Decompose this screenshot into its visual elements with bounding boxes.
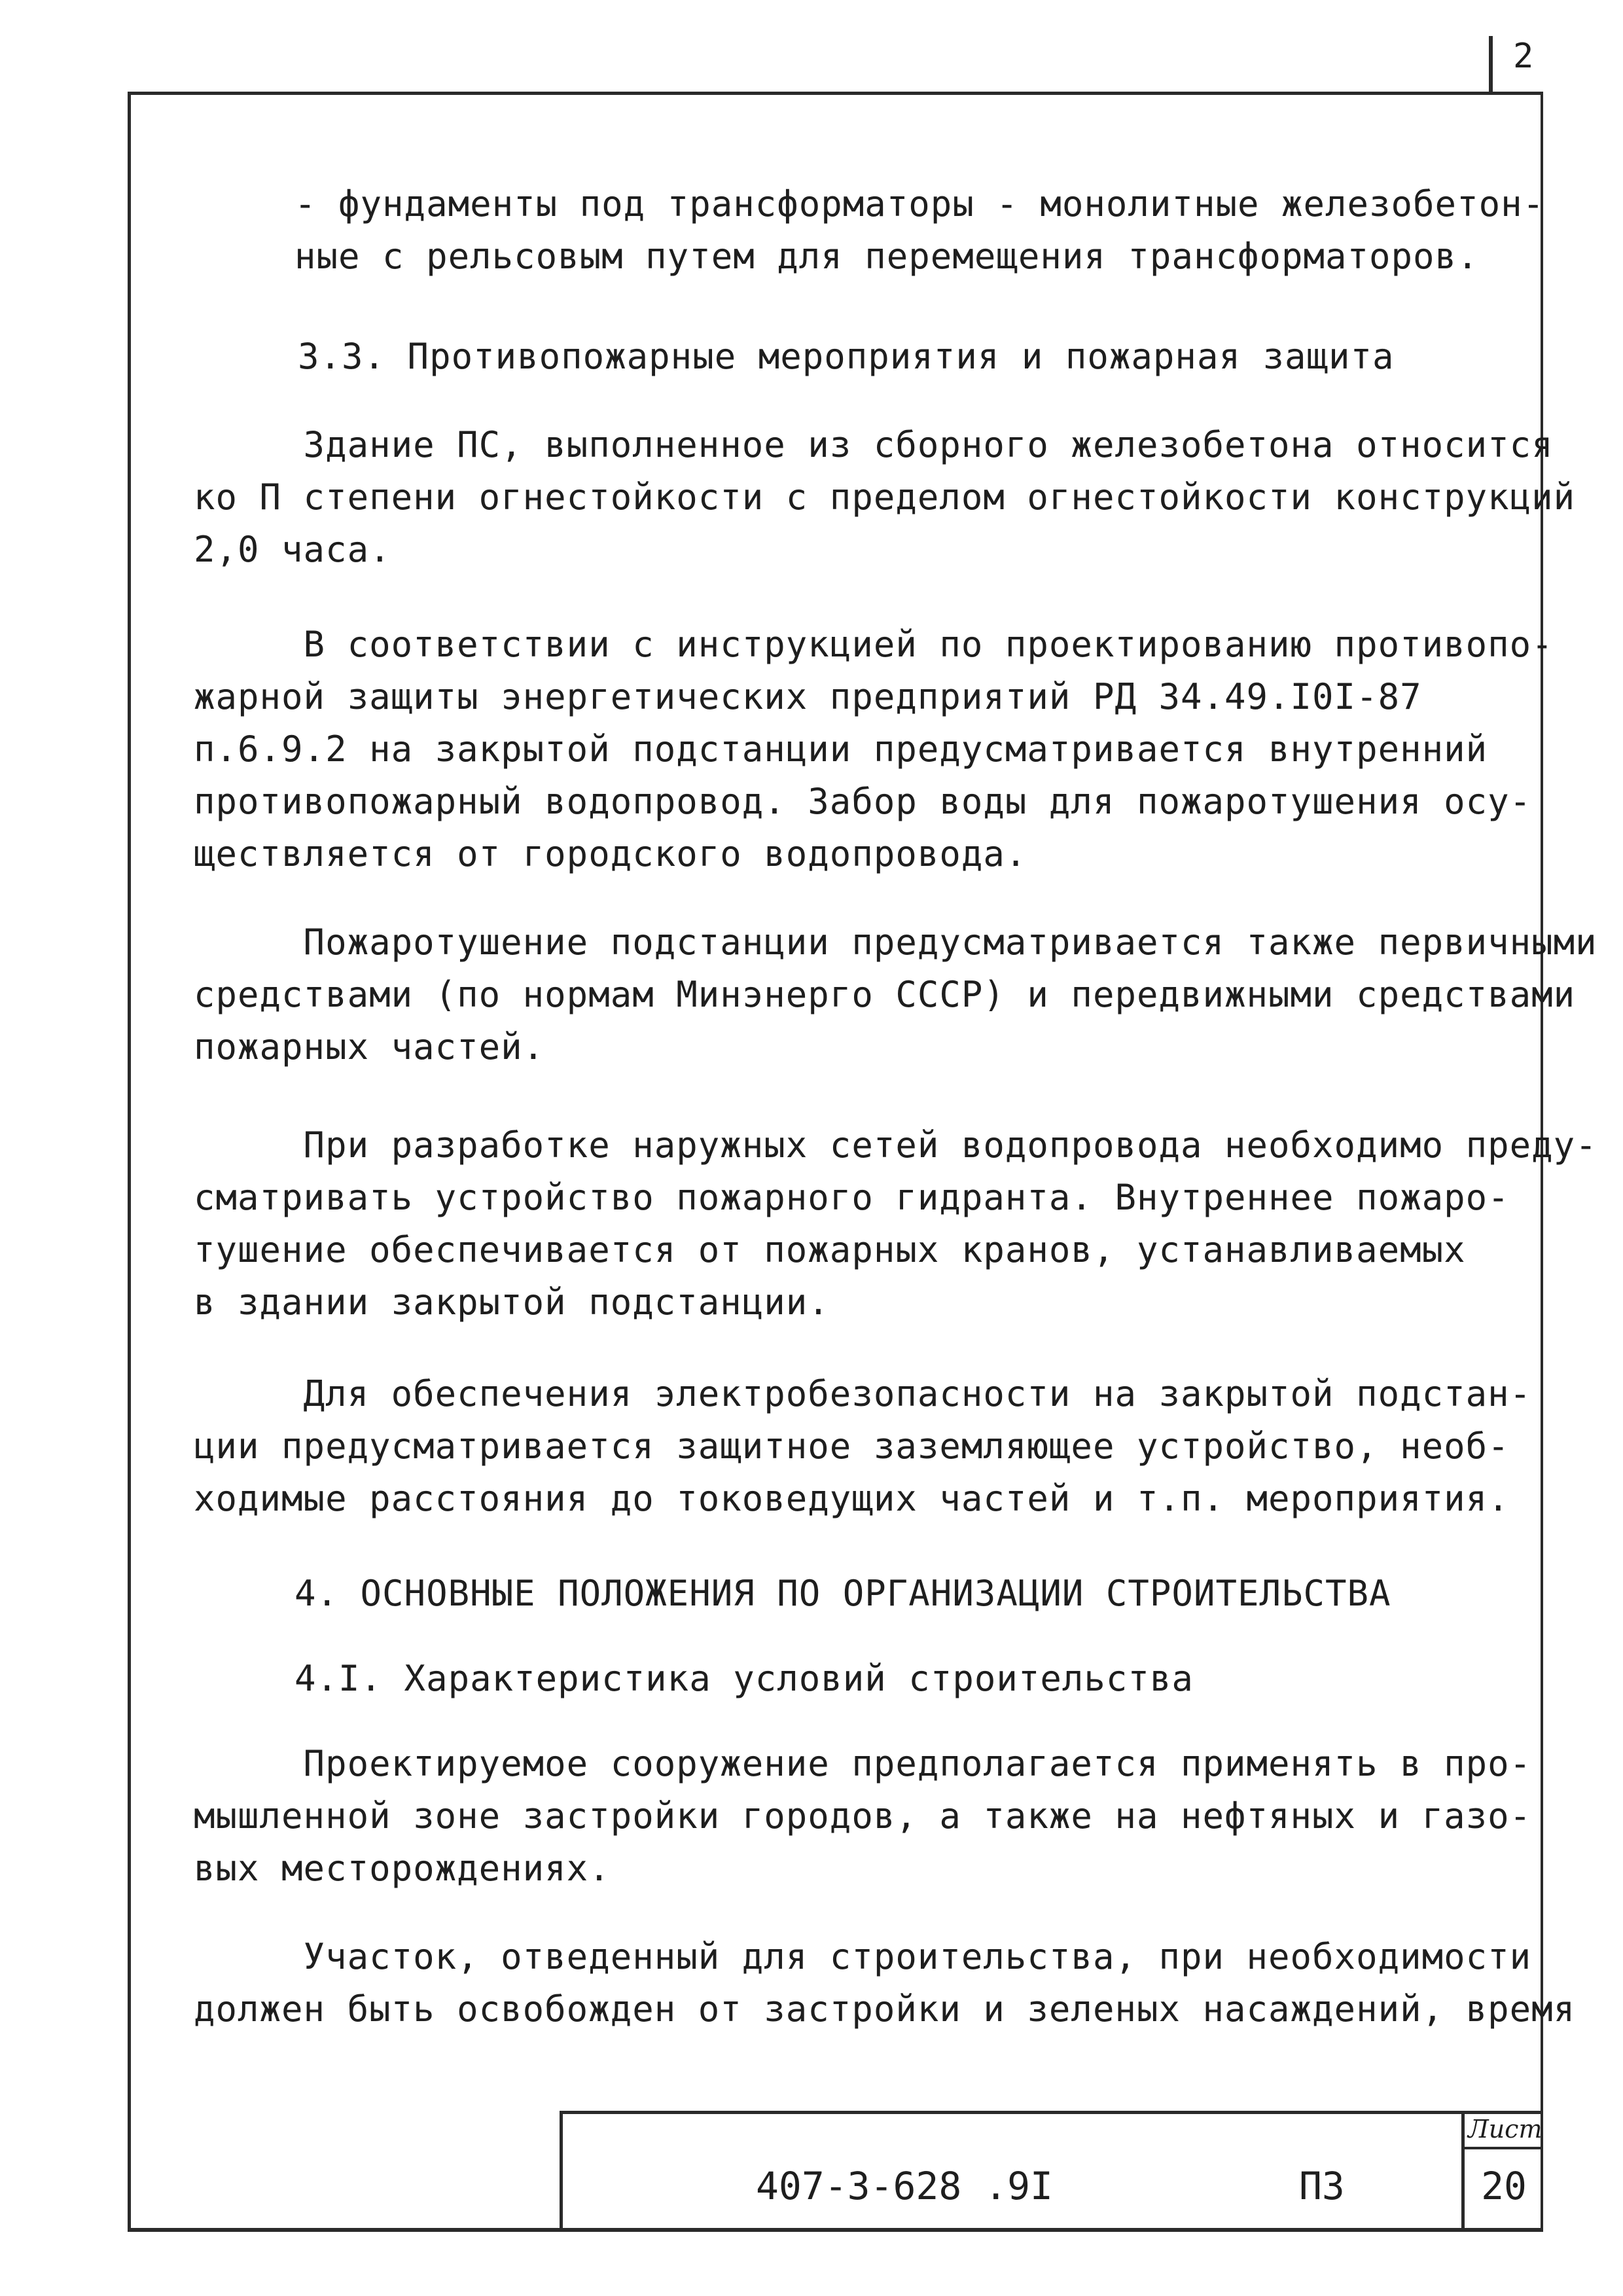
paragraph-site-clearing: Участок, отведенный для строительства, при необходимости должен быть освобожден от застройки и зеленых насаждений, время	[194, 1936, 1576, 2030]
sheet-label: Лист	[1468, 2115, 1543, 2144]
section-heading-4: 4. ОСНОВНЫЕ ПОЛОЖЕНИЯ ПО ОРГАНИЗАЦИИ СТРОИТЕЛЬСТВА	[294, 1573, 1391, 1614]
paragraph-fire-resistance: Здание ПС, выполненное из сборного железобетона относится ко П степени огнестойкости с пределом огнестойкости конструкций 2,0 часа.	[194, 424, 1576, 570]
page-corner-mark	[1489, 36, 1493, 95]
paragraph-foundations: - фундаменты под трансформаторы - монолитные железобетон- ные с рельсовым путем для перемещения трансформаторов.	[294, 183, 1545, 277]
section-heading-4-1: 4.I. Характеристика условий строительства	[294, 1658, 1194, 1699]
paragraph-electrical-safety: Для обеспечения электробезопасности на закрытой подстан- ции предусматривается защитное заземляющее устройство, необ- ходимые расстояния до токоведущих частей и т.п. мероприятия.	[194, 1373, 1532, 1519]
title-block-sheet-divider	[1461, 2147, 1541, 2149]
page-corner-digit: 2	[1513, 37, 1534, 76]
paragraph-fire-water-supply: В соответствии с инструкцией по проектированию противопо- жарной защиты энергетических предприятий РД 34.49.I0I-87 п.6.9.2 на закрытой подстанции предусматривается внутренний противопожарный водопровод. Забор воды для пожаротушения осу- ществляется от городского водопровода.	[194, 624, 1554, 874]
sheet-number: 20	[1481, 2164, 1527, 2208]
paragraph-construction-site: Проектируемое сооружение предполагается применять в про- мышленной зоне застройки городов, а также на нефтяных и газо- вых месторождениях.	[194, 1743, 1532, 1889]
document-code: 407-3-628 .9I	[756, 2164, 1053, 2208]
title-block-sheet-column	[1461, 2111, 1465, 2232]
section-heading-3-3: 3.3. Противопожарные мероприятия и пожарная защита	[298, 336, 1395, 377]
paragraph-hydrant: При разработке наружных сетей водопровода необходимо преду- сматривать устройство пожарного гидранта. Внутреннее пожаро- тушение обеспечивается от пожарных кранов, устанавливаемых в здании закрытой подстанции.	[194, 1124, 1597, 1323]
paragraph-firefighting-means: Пожаротушение подстанции предусматривается также первичными средствами (по нормам Минэнерго СССР) и передвижными средствами пожарных частей.	[194, 922, 1597, 1067]
document-type: ПЗ	[1299, 2164, 1345, 2208]
